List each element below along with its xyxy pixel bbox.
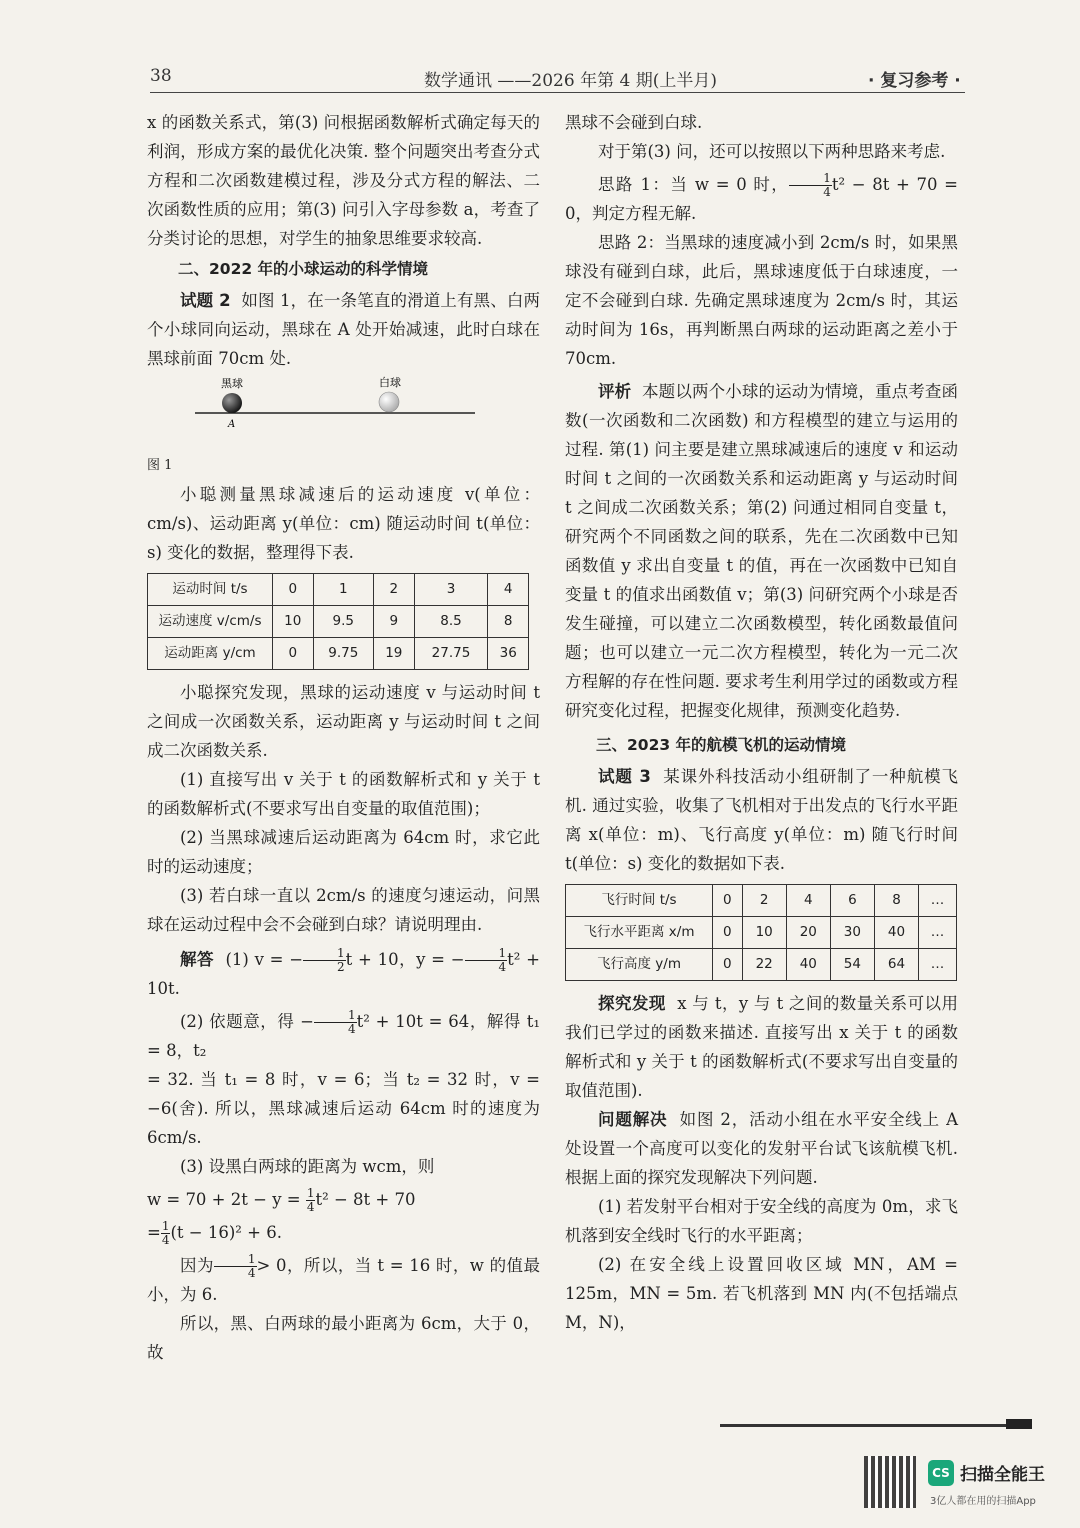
header-rule — [150, 92, 965, 93]
left-column — [147, 108, 540, 1367]
footer-mark — [1006, 1419, 1032, 1429]
section-title: · 复习参考 · — [868, 71, 961, 91]
paragraph-r4: 思路 2：当黑球的速度减小到 2cm/s 时，如果黑球没有碰到白球，此后，黑球速度低于白球速度，一定不会碰到白球. 先确定黑球速度为 2cm/s 时，其运动时间为 16s，再判断黑白两球的运动距离之差小于 70cm. — [565, 233, 958, 368]
answer-2-part: (2) 依题意，得 − — [180, 1012, 314, 1031]
fraction-den: 4 — [306, 1200, 315, 1214]
journal-title: 数学通讯 ——2026 年第 4 期(上半月) — [424, 71, 717, 91]
paragraph-r1: 黑球不会碰到白球. — [565, 113, 703, 132]
table-cell: 64 — [874, 949, 918, 981]
solve-question-1: (1) 若发射平台相对于安全线的高度为 0m，求飞机落到安全线时飞行的水平距离； — [565, 1197, 958, 1245]
fraction — [465, 947, 508, 974]
table-cell: 1 — [313, 574, 374, 606]
table-cell: 40 — [874, 917, 918, 949]
table-cell: 0 — [713, 949, 743, 981]
data-table-1 — [147, 573, 529, 670]
table-cell: 20 — [786, 917, 830, 949]
table-cell: 4 — [488, 574, 529, 606]
paragraph-solve — [565, 1105, 958, 1192]
question-2-stem — [147, 286, 540, 373]
fraction-num: 1 — [789, 172, 832, 186]
question-3-text: 某课外科技活动小组研制了一种航模飞机. 通过实验，收集了飞机相对于出发点的飞行水平距离 x(单位：m)、飞行高度 y(单位：m) 随飞行时间 t(单位：s) 变化的数据如下表. — [565, 767, 958, 873]
answer-3-part: 因为 — [180, 1256, 214, 1275]
table-cell: 9.75 — [313, 638, 374, 670]
table-cell: 8 — [488, 606, 529, 638]
point-a-label: A — [228, 419, 236, 430]
fraction — [303, 947, 346, 974]
fraction-num: 1 — [314, 1009, 357, 1023]
paragraph-comment — [565, 377, 958, 725]
app-logo-icon: CS — [928, 1460, 954, 1486]
footer-rule — [720, 1424, 1020, 1427]
answer-3-conclusion — [147, 1251, 540, 1309]
table-cell: 飞行时间 t/s — [566, 885, 713, 917]
idea-1-part: t² − 8t + 70 = 0，判定方程无解. — [565, 175, 958, 223]
table-cell: 0 — [273, 574, 314, 606]
question-2-text: 如图 1，在一条笔直的滑道上有黑、白两个小球同向运动，黑球在 A 处开始减速，此时白球在黑球前面 70cm 处. — [147, 291, 540, 368]
answer-3-part: (t − 16)² + 6. — [170, 1223, 282, 1242]
paragraph-r3 — [565, 170, 958, 228]
qr-code-icon — [864, 1456, 916, 1508]
table-cell: 运动距离 y/cm — [148, 638, 273, 670]
table-cell: 运动速度 v/cm/s — [148, 606, 273, 638]
table-cell: 6 — [830, 885, 874, 917]
table-cell: 0 — [713, 885, 743, 917]
table-cell: 30 — [830, 917, 874, 949]
subquestion-2: (2) 当黑球减速后运动距离为 64cm 时，求它此时的运动速度； — [147, 828, 540, 876]
fraction — [789, 172, 832, 199]
page-number: 38 — [150, 66, 172, 86]
table-cell: 40 — [786, 949, 830, 981]
answer-1 — [147, 945, 540, 1003]
table-cell: … — [919, 885, 957, 917]
table-row — [148, 574, 529, 606]
fraction — [314, 1009, 357, 1036]
explore-label: 探究发现 — [598, 994, 666, 1013]
answer-3-line: (3) 设黑白两球的距离为 wcm，则 — [180, 1157, 435, 1176]
table-row — [566, 949, 957, 981]
app-tagline: 3亿人都在用的扫描App — [930, 1496, 1036, 1507]
table-cell: 9 — [374, 606, 415, 638]
table-cell: 27.75 — [414, 638, 488, 670]
answer-1-part: t² + 10t. — [147, 950, 540, 998]
table-cell: 运动时间 t/s — [148, 574, 273, 606]
table-cell: 0 — [713, 917, 743, 949]
table-cell: 10 — [273, 606, 314, 638]
table-cell: 54 — [830, 949, 874, 981]
black-ball — [222, 393, 242, 413]
section-heading-3: 三、2023 年的航模飞机的运动情境 — [596, 736, 847, 754]
answer-3-part: > 0，所以，当 t = 16 时，w 的值最小，为 6. — [147, 1256, 540, 1304]
figure-1-drawing — [147, 375, 540, 451]
answer-label: 解答 — [180, 950, 214, 969]
paragraph-intro: x 的函数关系式，第(3) 问根据函数解析式确定每天的利润，形成方案的最优化决策. 整个问题突出考查分式方程和二次函数建模过程，涉及分式方程的解法、二次函数性质的应用；第(3) 问引入字母参数 a，考查了分类讨论的思想，对学生的抽象思维要求较高. — [147, 113, 540, 248]
answer-3-part: w = 70 + 2t − y = — [147, 1190, 301, 1209]
table-cell: 8 — [874, 885, 918, 917]
scanner-watermark — [858, 1452, 1068, 1514]
answer-3-part: = — [147, 1223, 161, 1242]
fraction-num: 1 — [303, 947, 346, 961]
idea-1-part: 思路 1：当 w = 0 时， — [598, 175, 790, 194]
answer-2-line — [147, 1007, 540, 1065]
answer-3-eq1 — [147, 1185, 540, 1214]
black-ball-label: 黑球 — [221, 377, 243, 390]
table-cell: 22 — [742, 949, 786, 981]
right-column — [565, 108, 958, 1337]
fraction — [214, 1253, 257, 1280]
explore-text: x 与 t，y 与 t 之间的数量关系可以用我们已学过的函数来描述. 直接写出 x 关于 t 的函数解析式和 y 关于 t 的函数解析式(不要求写出自变量的取值范围). — [565, 994, 958, 1100]
table-cell: … — [919, 917, 957, 949]
table-row — [566, 917, 957, 949]
paragraph-r2: 对于第(3) 问，还可以按照以下两种思路来考虑. — [598, 142, 946, 161]
fraction-den: 2 — [337, 960, 345, 974]
app-name: 扫描全能王 — [960, 1465, 1045, 1485]
fraction-num: 1 — [214, 1253, 257, 1267]
answer-2-cont: = 32. 当 t₁ = 8 时，v = 6；当 t₂ = 32 时，v = −6(舍). 所以，黑球减速后运动 64cm 时的速度为 6cm/s. — [147, 1070, 540, 1147]
fraction-den: 4 — [823, 185, 831, 199]
table-row — [148, 638, 529, 670]
table-cell: 10 — [742, 917, 786, 949]
question-3-label: 试题 3 — [598, 767, 651, 786]
answer-1-part: t + 10，y = − — [345, 950, 465, 969]
solve-text: 如图 2，活动小组在水平安全线上 A 处设置一个高度可以变化的发射平台试飞该航模飞机. 根据上面的探究发现解决下列问题. — [565, 1110, 959, 1187]
table-cell: 36 — [488, 638, 529, 670]
table-cell: 19 — [374, 638, 415, 670]
table-cell: 3 — [414, 574, 488, 606]
solve-question-2: (2) 在安全线上设置回收区域 MN，AM = 125m，MN = 5m. 若飞机落到 MN 内(不包括端点 M，N)， — [565, 1255, 958, 1332]
fraction-num: 1 — [306, 1186, 315, 1200]
answer-1-part: (1) v = − — [225, 950, 304, 969]
section-heading-2: 二、2022 年的小球运动的科学情境 — [178, 260, 429, 278]
answer-3-part: t² − 8t + 70 — [315, 1190, 416, 1209]
table-cell: 飞行水平距离 x/m — [566, 917, 713, 949]
figure-1-caption: 图 1 — [147, 458, 173, 473]
answer-3-final: 所以，黑、白两球的最小距离为 6cm，大于 0，故 — [147, 1314, 540, 1362]
question-2-label: 试题 2 — [180, 291, 231, 310]
white-ball — [379, 392, 399, 412]
solve-label: 问题解决 — [598, 1110, 668, 1129]
question-3-stem — [565, 762, 958, 878]
comment-text: 本题以两个小球的运动为情境，重点考查函数(一次函数和二次函数) 和方程模型的建立与运用的过程. 第(1) 问主要是建立黑球减速后的速度 v 和运动时间 t 之间的一次函数关系和运动距离 y 与运动时间 t 之间成二次函数关系；第(2) 问通过相同自变量 t，研究两个不同函数之间的联系，先在二次函数中已知函数值 y 求出自变量 t 的值，再在一次函数中已知自变量 t 的值求出函数值 v；第(3) 问研究两个小球是否发生碰撞，可以建立二次函数模型，转化函数最值问题；也可以建立一元二次方程模型，转化为一元二次方程解的存在性问题. 要求考生利用学过的函数或方程研究变化过程，把握变化规律，预测变化趋势. — [565, 382, 959, 720]
table-cell: 8.5 — [414, 606, 488, 638]
table-cell: 9.5 — [313, 606, 374, 638]
fraction-den: 4 — [347, 1022, 356, 1036]
fraction-den: 4 — [498, 960, 507, 974]
table-row — [148, 606, 529, 638]
fraction-den: 4 — [161, 1233, 170, 1247]
fraction-den: 4 — [247, 1266, 256, 1280]
table-cell: 飞行高度 y/m — [566, 949, 713, 981]
table-row — [566, 885, 957, 917]
figure-1 — [147, 375, 540, 451]
table-cell: 0 — [273, 638, 314, 670]
comment-label: 评析 — [598, 382, 632, 401]
answer-3-eq2 — [147, 1218, 540, 1247]
table-cell: 2 — [374, 574, 415, 606]
table-cell: … — [919, 949, 957, 981]
white-ball-label: 白球 — [379, 376, 401, 389]
subquestion-1: (1) 直接写出 v 关于 t 的函数解析式和 y 关于 t 的函数解析式(不要求写出自变量的取值范围)； — [147, 770, 540, 818]
table-cell: 2 — [742, 885, 786, 917]
paragraph-explore-3 — [565, 989, 958, 1105]
paragraph-explore: 小聪探究发现，黑球的运动速度 v 与运动时间 t 之间成一次函数关系，运动距离 y 与运动时间 t 之间成二次函数关系. — [147, 683, 540, 760]
answer-2-part: t² + 10t = 64，解得 t₁ = 8，t₂ — [147, 1012, 540, 1060]
fraction-num: 1 — [465, 947, 508, 961]
subquestion-3: (3) 若白球一直以 2cm/s 的速度匀速运动，问黑球在运动过程中会不会碰到白球？请说明理由. — [147, 886, 540, 934]
data-table-2 — [565, 884, 957, 981]
table-cell: 4 — [786, 885, 830, 917]
fraction-num: 1 — [161, 1219, 170, 1233]
paragraph-measure: 小聪测量黑球减速后的运动速度 v(单位：cm/s)、运动距离 y(单位：cm) 随运动时间 t(单位：s) 变化的数据，整理得下表. — [147, 485, 540, 562]
